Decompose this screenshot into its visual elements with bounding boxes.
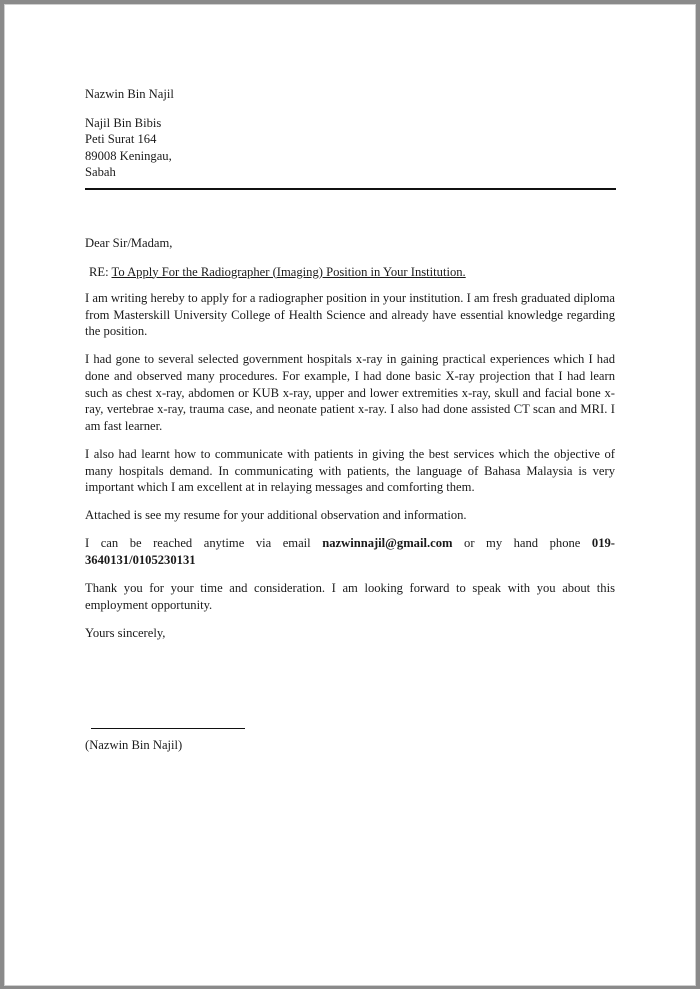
sender-name: Nazwin Bin Najil [85, 87, 174, 101]
contact-prefix: I can be reached anytime via email [85, 536, 323, 551]
address-line: Sabah [85, 165, 116, 179]
page-frame-right [696, 0, 700, 989]
paragraph-communication: I also had learnt how to communicate with patients in giving the best services which the objective of many hospitals demand. In communicating with patients, the language of Bahasa Malaysia is very important which I am excellent at in relaying messages and comforting them. [85, 446, 615, 495]
subject-line [85, 264, 615, 281]
letter-header [85, 86, 615, 181]
address-line: 89008 Keningau, [85, 148, 172, 163]
salutation: Dear Sir/Madam, [85, 236, 173, 250]
address-line: Najil Bin Bibis [85, 115, 162, 130]
subject-text: To Apply For the Radiographer (Imaging) Position in Your Institution. [111, 264, 466, 279]
header-divider [85, 188, 616, 190]
signature-line [91, 728, 245, 729]
letter-body [85, 235, 615, 641]
paragraph-intro: I am writing hereby to apply for a radiographer position in your institution. I am fresh graduated diploma from Masterskill University College of Health Science and already have essential knowledge regarding the position. [85, 291, 615, 339]
paragraph-experience: I had gone to several selected government hospitals x-ray in gaining practical experiences which I had done and observed many procedures. For example, I had done basic X-ray projection that I had learn such as chest x-ray, abdomen or KUB x-ray, upper and lower extremities x-ray, skull and facial bone x-ray, vertebrae x-ray, trauma case, and neonate patient x-ray. I also had done assisted CT scan and MRI. I am fast learner. [85, 352, 615, 433]
contact-phone: 019-3640131/0105230131 [85, 536, 615, 567]
subject-prefix: RE: [89, 264, 112, 279]
paragraph-thanks: Thank you for your time and consideration. I am looking forward to speak with you about this employment opportunity. [85, 581, 615, 612]
address-line: Peti Surat 164 [85, 132, 157, 146]
contact-middle: or my hand phone [452, 536, 592, 551]
closing: Yours sincerely, [85, 625, 166, 640]
contact-email: nazwinnajil@gmail.com [322, 536, 453, 551]
recipient-address [85, 115, 615, 181]
paragraph-contact [85, 535, 615, 568]
paragraph-attachment: Attached is see my resume for your additional observation and information. [85, 508, 467, 523]
signature-name: (Nazwin Bin Najil) [85, 738, 183, 752]
